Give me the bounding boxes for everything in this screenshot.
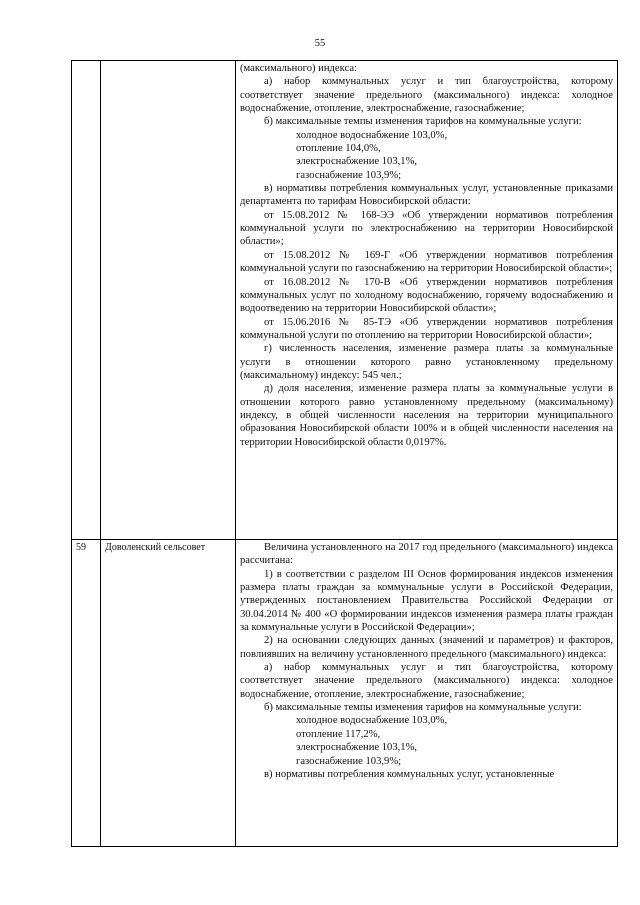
paragraph: а) набор коммунальных услуг и тип благоустройства, которому соответствует значение предельного (максимального) индекса: холодное водоснабжение, отопление, электроснабжение, газоснабжение; [240, 662, 613, 700]
list-item: электроснабжение 103,1%, [296, 156, 418, 168]
paragraph: от 15.08.2012 № 168-ЭЭ «Об утверждении нормативов потребления коммунальной услуги по электроснабжению на территории Новосибирской области»; [240, 209, 613, 248]
list-item: холодное водоснабжение 103,0%, [296, 129, 448, 141]
list-item: газоснабжение 103,9%; [296, 169, 402, 181]
table-row [72, 540, 618, 847]
municipality-name-cell [101, 61, 236, 540]
index-description-cell [236, 61, 618, 540]
paragraph: от 15.06.2016 № 85-ТЭ «Об утверждении нормативов потребления коммунальной услуги по отоплению на территории Новосибирской области»; [240, 316, 613, 341]
table-row [72, 61, 618, 540]
paragraph: Величина установленного на 2017 год предельного (максимального) индекса рассчитана: [240, 542, 613, 567]
paragraph: д) доля населения, изменение размера платы за коммунальные услуги в отношении которого равно установленному предельному (максимальному) индексу, в общей численности населения на территории муниципального образования Новосибирской области 100% и в общей численности населения на территории Новосибирской области 0,0197%. [240, 383, 613, 448]
list-item: газоснабжение 103,9%; [296, 755, 402, 767]
paragraph: от 15.08.2012 № 169-Г «Об утверждении нормативов потребления коммунальной услуги по газоснабжению на территории Новосибирской области»; [240, 249, 613, 275]
paragraph: 2) на основании следующих данных (значений и параметров) и факторов, повлиявших на величину установленного предельного (максимального) индекса: [240, 635, 613, 660]
paragraph: б) максимальные темпы изменения тарифов на коммунальные услуги: [264, 702, 582, 714]
list-item: отопление 117,2%, [296, 728, 381, 740]
paragraph: (максимального) индекса: [240, 63, 357, 74]
row-number-cell: 59 [72, 540, 101, 847]
paragraph: в) нормативы потребления коммунальных услуг, установленные приказами департамента по тарифам Новосибирской области: [240, 183, 613, 208]
paragraph: г) численность населения, изменение размера платы за коммунальные услуги в отношении которого равно установленному предельному (максимальному) индексу: 545 чел.; [240, 343, 613, 381]
paragraph: 1) в соответствии с разделом III Основ формирования индексов изменения размера платы граждан за коммунальные услуги в Российской Федерации, утвержденных постановлением Правительства Российской Федерации от 30.04.2014 № 400 «О формировании индексов изменения размера платы граждан за коммунальные услуги в Российской Федерации»; [240, 568, 613, 634]
paragraph: от 16.08.2012 № 170-В «Об утверждении нормативов потребления коммунальных услуг по холодному водоснабжению, горячему водоснабжению и водоотведению на территории Новосибирской области»; [240, 276, 613, 315]
paragraph: а) набор коммунальных услуг и тип благоустройства, которому соответствует значение предельного (максимального) индекса: холодное водоснабжение, отопление, электроснабжение, газоснабжение; [240, 76, 613, 115]
index-description-cell [236, 540, 618, 847]
list-item: отопление 104,0%, [296, 143, 381, 155]
municipality-name-cell: Доволенский сельсовет [101, 540, 236, 847]
list-item: холодное водоснабжение 103,0%, [296, 715, 448, 727]
page-number: 55 [314, 38, 326, 49]
paragraph: б) максимальные темпы изменения тарифов на коммунальные услуги: [264, 116, 582, 128]
tariff-index-table [71, 60, 618, 847]
row-number-cell [72, 61, 101, 540]
list-item: электроснабжение 103,1%, [296, 742, 418, 754]
paragraph: в) нормативы потребления коммунальных услуг, установленные [264, 768, 555, 780]
